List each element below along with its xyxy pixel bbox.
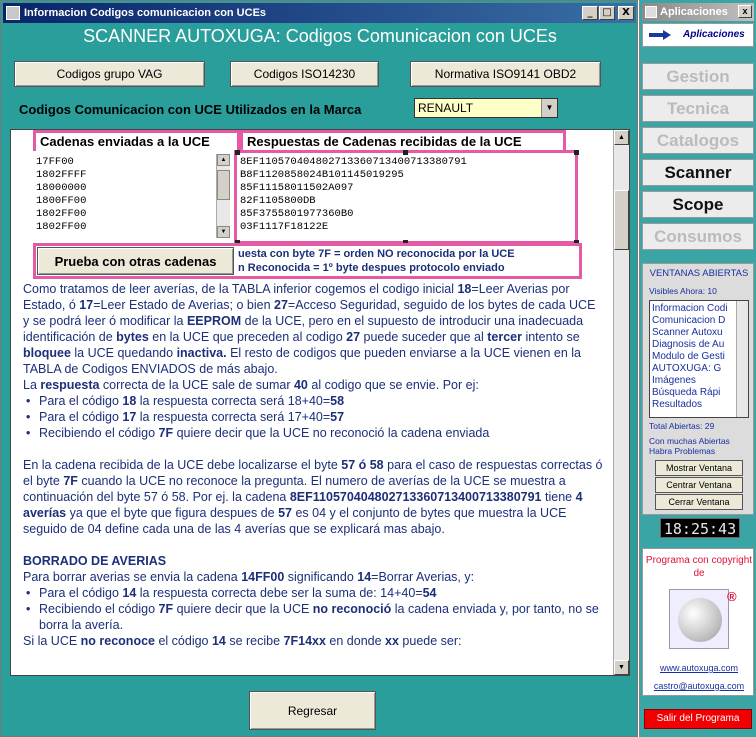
nav-tecnica[interactable]: Tecnica (642, 95, 754, 122)
normativa-iso9141-button[interactable]: Normativa ISO9141 OBD2 (410, 61, 601, 87)
nav-scanner[interactable]: Scanner (642, 159, 754, 186)
visibles-count: Visibles Ahora: 10 (649, 286, 717, 296)
page-title: SCANNER AUTOXUGA: Codigos Comunicacion con UCEs (83, 26, 557, 46)
aplicaciones-link[interactable]: Aplicaciones (642, 23, 754, 47)
scroll-thumb[interactable] (217, 170, 230, 200)
mostrar-ventana-button[interactable]: Mostrar Ventana (655, 460, 743, 476)
chevron-down-icon[interactable]: ▼ (541, 99, 557, 117)
list-item[interactable]: 1802FF00 (36, 221, 87, 233)
title-bar[interactable] (3, 3, 636, 23)
marca-value: RENAULT (418, 101, 474, 115)
arrow-right-icon (649, 30, 671, 40)
side-title-bar[interactable] (642, 3, 754, 21)
scroll-up-icon[interactable]: ▲ (217, 154, 230, 166)
respuesta-notes (238, 247, 578, 275)
borrado-heading: BORRADO DE AVERIAS (23, 554, 167, 568)
scroll-thumb[interactable] (614, 190, 629, 250)
nav-scope[interactable]: Scope (642, 191, 754, 218)
resize-handle[interactable] (235, 150, 240, 155)
marca-select[interactable] (414, 98, 558, 118)
nav-consumos[interactable]: Consumos (642, 223, 754, 250)
website-link[interactable]: www.autoxuga.com (659, 663, 739, 673)
list-item[interactable]: 18000000 (36, 182, 87, 194)
ventanas-scrollbar[interactable] (736, 301, 748, 417)
total-abiertas: Total Abiertas: 29 (649, 421, 715, 431)
app-icon (6, 6, 20, 20)
email-link[interactable]: castro@autoxuga.com (653, 681, 745, 691)
clock: 18:25:43 (660, 518, 740, 538)
close-button[interactable]: X (618, 6, 634, 20)
recibidas-list[interactable] (237, 154, 574, 238)
app-icon (645, 6, 657, 18)
list-item[interactable]: Informacion Codi (652, 303, 728, 314)
scroll-up-icon[interactable]: ▲ (614, 130, 629, 145)
list-item[interactable]: Comunicacion D (652, 315, 726, 326)
content-area[interactable] (10, 129, 630, 676)
cerrar-ventana-button[interactable]: Cerrar Ventana (655, 494, 743, 510)
copyright-box (642, 548, 754, 696)
ventanas-title: VENTANAS ABIERTAS (649, 268, 749, 279)
list-item[interactable]: 82F1105800DB (240, 195, 316, 207)
autoxuga-logo-icon (669, 589, 729, 649)
marca-label: Codigos Comunicacion con UCE Utilizados en la Marca (19, 102, 362, 117)
enviadas-scrollbar[interactable] (216, 154, 230, 238)
note-7f: uesta con byte 7F = orden NO reconocida por la UCE (238, 248, 515, 260)
list-item[interactable]: B8F1120858024B101145019295 (240, 169, 404, 181)
enviadas-list[interactable] (33, 154, 231, 238)
list-item[interactable]: 85F3755801977360B0 (240, 208, 354, 220)
ventanas-abiertas (642, 263, 754, 515)
content-scrollbar[interactable] (613, 130, 629, 675)
list-item[interactable]: 17FF00 (36, 156, 74, 168)
ventanas-list[interactable] (649, 300, 749, 418)
list-item[interactable]: Modulo de Gesti (652, 351, 725, 362)
scroll-down-icon[interactable]: ▼ (217, 226, 230, 238)
nav-catalogos[interactable]: Catalogos (642, 127, 754, 154)
list-item[interactable]: Resultados (652, 399, 703, 410)
recibidas-header: Respuestas de Cadenas recibidas de la UCE (240, 130, 566, 151)
list-item[interactable]: 8EF110570404802713360713400713380791 (240, 156, 467, 168)
list-item[interactable]: 03F1117F18122E (240, 221, 329, 233)
registered-mark: ® (727, 589, 737, 604)
list-item[interactable]: 1802FF00 (36, 208, 87, 220)
list-item[interactable]: 1800FF00 (36, 195, 87, 207)
list-item[interactable]: Scanner Autoxu (652, 327, 723, 338)
explanation-text: Como tratamos de leer averías, de la TABLA inferior cogemos el codigo inicial 18=Leer Averias por Estado, ó 17=Leer Estado de Averias; o bien 27=Acceso Seguridad, seguido de los bytes de cada UCE y se podrá leer ó modificar la EEPROM de la UCE, pero en el supuesto de introducir una inadecuada identificación de bytes en la UCE que preceden al codigo 27 puede suceder que al tercer intento se bloquee la UCE quedando inactiva. El resto de codigos que pueden enviarse a la UCE vienen en la TABLA de Codigos ENVIADOS de más abajo. La respuesta correcta de la UCE sale de sumar 40 al codigo que se envie. Por ej: • Para el código 18 la respuesta correcta será 18+40=58 • Para el código 17 la respuesta correcta será 17+40=57 • Recibiendo el código 7F quiere decir que la UCE no reconoció la cadena enviada En la cadena recibida de la UCE debe localizarse el byte 57 ó 58 para el caso de respuestas correctas ó el byte 7F cuando la UCE no reconoce la pregunta. El numero de averías de la UCE se muestra a continuación del byte 57 ó 58. Por ej. la cadena 8EF110570404802713360713400713380791 tiene 4 averías ya que el byte que figura despues de 57 es 04 y el conjunto de bytes que muestra la UCE seguido de 04 define cada una de las 4 averías que se explicará mas abajo. BORRADO DE AVERIAS Para borrar averias se envia la cadena 14FF00 significando 14=Borrar Averias, y: • Para el código 14 la respuesta correcta debe ser la suma de: 14+40=54 • Recibiendo el código 7F quiere decir que la UCE no reconoció la cadena enviada y, por tanto, no se borra la avería. Si la UCE no reconoce el código 14 se recibe 7F14xx en donde xx puede ser: (23, 281, 603, 649)
enviadas-header: Cadenas enviadas a la UCE (33, 130, 240, 151)
codigos-iso14230-button[interactable]: Codigos ISO14230 (230, 61, 379, 87)
list-item[interactable]: Diagnosis de Au (652, 339, 725, 350)
warning-note: Con muchas Abiertas Habra Problemas (649, 436, 730, 456)
list-item[interactable]: Búsqueda Rápi (652, 387, 721, 398)
resize-handle[interactable] (574, 150, 579, 155)
minimize-button[interactable]: _ (582, 6, 598, 20)
salir-programa-button[interactable]: Salir del Programa (644, 709, 752, 729)
maximize-button[interactable]: □ (599, 6, 615, 20)
list-item[interactable]: 85F11158011502A097 (240, 182, 354, 194)
resize-handle[interactable] (403, 150, 408, 155)
list-item[interactable]: 1802FFFF (36, 169, 87, 181)
centrar-ventana-button[interactable]: Centrar Ventana (655, 477, 743, 493)
list-item[interactable]: AUTOXUGA: G (652, 363, 722, 374)
copyright-text: Programa con copyright de (645, 555, 753, 579)
prueba-otras-cadenas-button[interactable]: Prueba con otras cadenas (37, 247, 234, 275)
window-title: Informacion Codigos comunicacion con UCEs (24, 7, 267, 19)
close-icon[interactable]: x (738, 5, 752, 18)
scroll-down-icon[interactable]: ▼ (614, 660, 629, 675)
aplicaciones-panel (639, 0, 756, 737)
nav-gestion[interactable]: Gestion (642, 63, 754, 90)
note-reconocida: n Reconocida = 1º byte despues protocolo enviado (238, 262, 505, 274)
side-title: Aplicaciones (660, 6, 728, 18)
codigos-vag-button[interactable]: Codigos grupo VAG (14, 61, 205, 87)
regresar-button[interactable]: Regresar (249, 691, 376, 730)
list-item[interactable]: Imágenes (652, 375, 696, 386)
